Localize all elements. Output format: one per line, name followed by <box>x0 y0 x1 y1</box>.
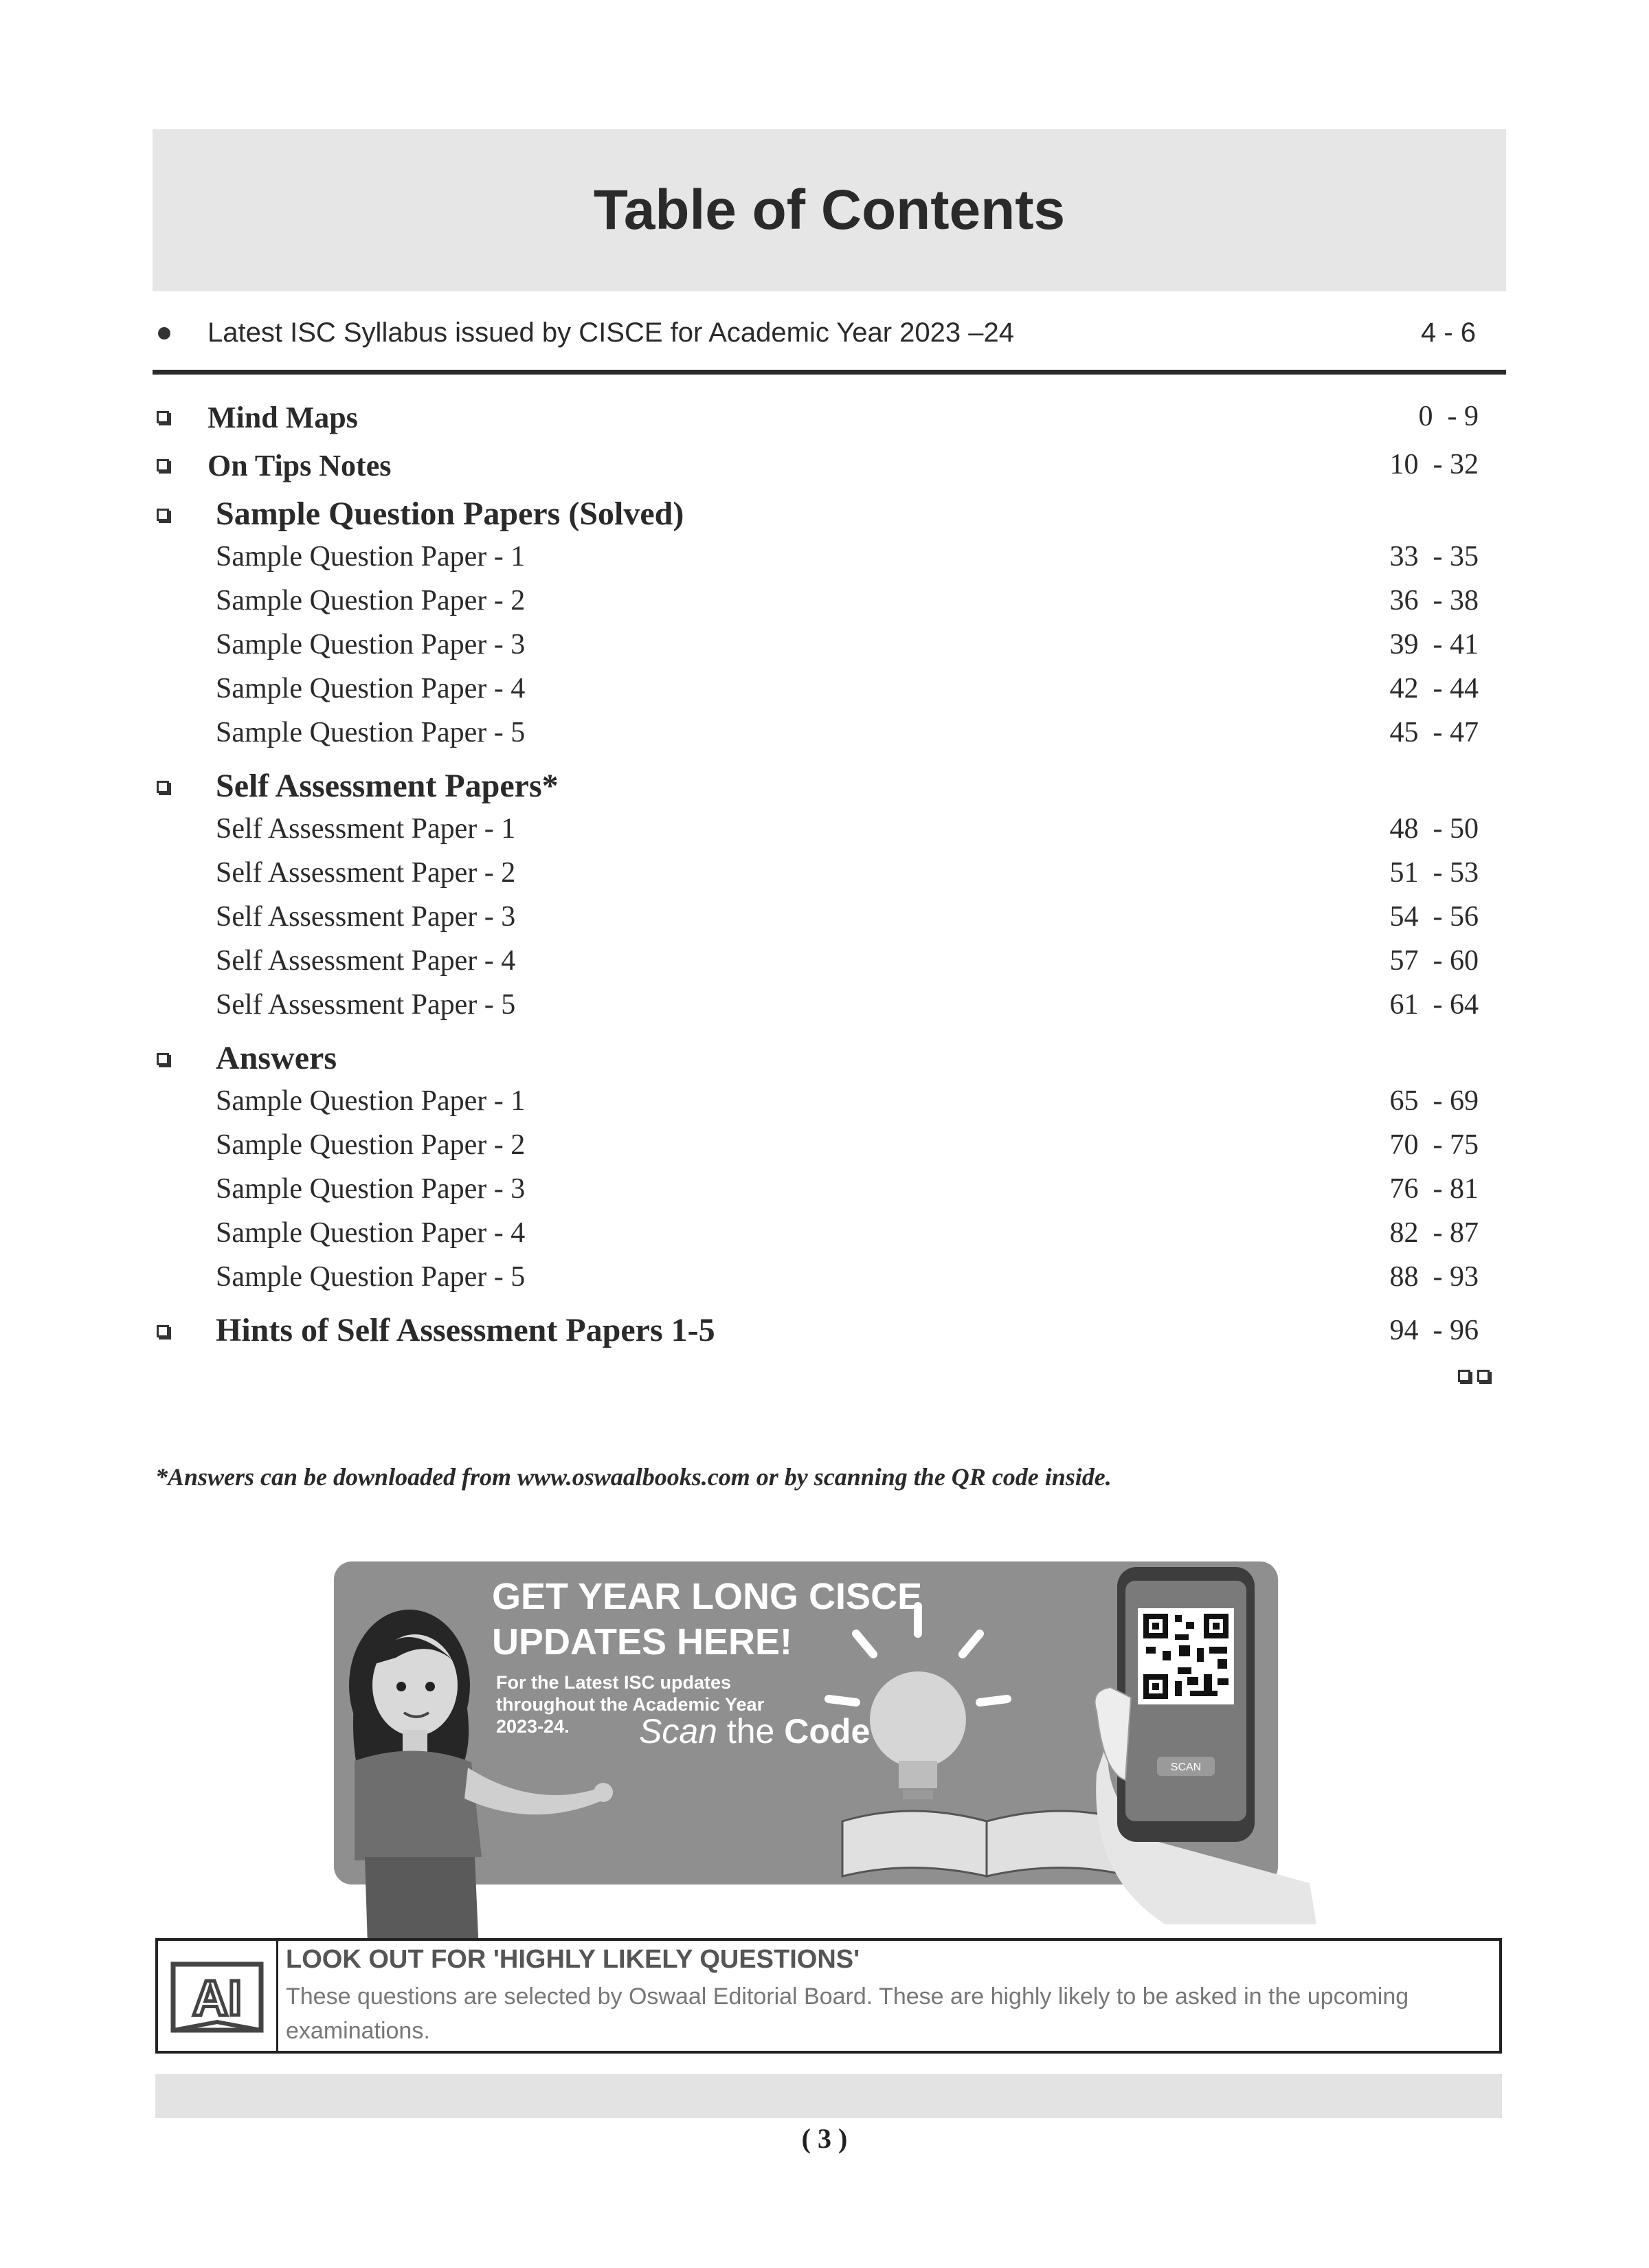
toc-entry[interactable] <box>153 942 1506 983</box>
toc-label: Self Assessment Paper - 5 <box>216 989 516 1021</box>
toc-label: Sample Question Paper - 4 <box>216 1217 526 1249</box>
toc-pages: 54 - 56 <box>1389 901 1479 933</box>
banner-headline-line: UPDATES HERE! <box>492 1621 793 1663</box>
toc-label: Answers <box>216 1040 337 1076</box>
toc-entry[interactable] <box>153 581 1506 623</box>
phone-scan-button-label: SCAN <box>1170 1761 1202 1773</box>
checkbox-square-icon <box>157 1325 169 1337</box>
toc-entry[interactable] <box>153 1170 1506 1211</box>
toc-entry[interactable] <box>153 1126 1506 1167</box>
toc-entry[interactable] <box>153 1214 1506 1255</box>
the-word: the <box>717 1712 785 1750</box>
toc-section-answers[interactable] <box>153 1036 1506 1080</box>
toc-label: Mind Maps <box>207 401 358 434</box>
toc-pages: 39 - 41 <box>1389 629 1479 660</box>
toc-pages: 57 - 60 <box>1389 945 1479 977</box>
ai-book-icon <box>158 1941 276 2051</box>
title-banner <box>153 129 1506 291</box>
checkbox-square-icon <box>157 509 169 521</box>
syllabus-label: Latest ISC Syllabus issued by CISCE for Academic Year 2023 –24 <box>207 318 1015 348</box>
page-number: ( 3 ) <box>801 2123 848 2154</box>
checkbox-square-icon <box>157 459 169 471</box>
toc-label: Sample Question Paper - 5 <box>216 1261 526 1293</box>
toc-label: Sample Question Paper - 5 <box>216 717 526 748</box>
checkbox-square-icon <box>157 411 169 423</box>
syllabus-pages: 4 - 6 <box>1420 318 1476 348</box>
toc-label: On Tips Notes <box>207 449 392 482</box>
banner-subtext-line: throughout the Academic Year <box>496 1694 765 1715</box>
phone-qr-illustration <box>1083 1553 1316 1924</box>
toc-entry[interactable] <box>153 1082 1506 1123</box>
toc-label: Sample Question Papers (Solved) <box>216 496 684 532</box>
page-title: Table of Contents <box>593 179 1066 241</box>
syllabus-entry[interactable] <box>153 311 1506 356</box>
toc-label: Sample Question Paper - 3 <box>216 629 526 660</box>
toc-entry[interactable] <box>153 625 1506 667</box>
footer-bar <box>155 2074 1502 2118</box>
toc-label: Sample Question Paper - 1 <box>216 1085 526 1117</box>
toc-label: Sample Question Paper - 2 <box>216 1129 526 1161</box>
toc-label: Sample Question Paper - 1 <box>216 541 526 572</box>
code-word: Code <box>784 1712 871 1750</box>
footnote: *Answers can be downloaded from www.oswaalbooks.com or by scanning the QR code inside. <box>155 1463 1112 1491</box>
toc-label: Hints of Self Assessment Papers 1-5 <box>216 1312 715 1348</box>
divider <box>153 370 1506 375</box>
toc-pages: 70 - 75 <box>1389 1129 1479 1161</box>
highly-likely-questions-box <box>155 1938 1502 2054</box>
toc-entry[interactable] <box>153 986 1506 1027</box>
toc-label: Sample Question Paper - 3 <box>216 1173 526 1205</box>
toc-entry[interactable] <box>153 669 1506 711</box>
toc-pages: 61 - 64 <box>1389 989 1479 1021</box>
toc-entry[interactable] <box>153 854 1506 895</box>
toc-entry[interactable] <box>153 810 1506 851</box>
end-square-icon <box>1458 1370 1474 1386</box>
end-square-icon <box>1477 1370 1494 1386</box>
toc-pages: 33 - 35 <box>1389 541 1479 572</box>
ai-icon-text: AI <box>192 1971 242 2026</box>
toc-section-self-assessment[interactable] <box>153 764 1506 808</box>
toc-entry[interactable] <box>153 537 1506 579</box>
scan-word: Scan <box>639 1712 717 1750</box>
toc-pages: 51 - 53 <box>1389 857 1479 889</box>
toc-pages: 82 - 87 <box>1389 1217 1479 1249</box>
toc-entry-hints[interactable] <box>153 1309 1506 1353</box>
toc-pages: 48 - 50 <box>1389 813 1479 845</box>
toc-label: Sample Question Paper - 2 <box>216 585 526 616</box>
ai-icon-cell <box>158 1941 278 2051</box>
toc-pages: 76 - 81 <box>1389 1173 1479 1205</box>
toc-entry[interactable] <box>153 713 1506 755</box>
toc-label: Self Assessment Paper - 2 <box>216 857 516 889</box>
toc-pages: 94 - 96 <box>1389 1315 1479 1346</box>
banner-headline-line: GET YEAR LONG CISCE <box>492 1576 923 1617</box>
toc-entry-on-tips-notes[interactable] <box>153 445 1506 487</box>
toc-pages: 45 - 47 <box>1389 717 1479 748</box>
ai-box-title: LOOK OUT FOR 'HIGHLY LIKELY QUESTIONS' <box>286 1945 860 1974</box>
banner-subtext-line: 2023-24. <box>496 1716 570 1737</box>
toc-label: Self Assessment Paper - 4 <box>216 945 516 977</box>
toc-label: Self Assessment Papers* <box>216 768 559 804</box>
toc-pages: 65 - 69 <box>1389 1085 1479 1117</box>
bullet-icon <box>158 327 170 340</box>
toc-label: Sample Question Paper - 4 <box>216 673 526 704</box>
toc-pages: 10 - 32 <box>1389 449 1479 480</box>
toc-pages: 0 - 9 <box>1418 401 1479 432</box>
ai-box-description: These questions are selected by Oswaal Editorial Board. These are highly likely to be asked in the upcoming examinations. <box>286 1983 1409 2044</box>
qr-promo-banner[interactable] <box>334 1561 1278 1885</box>
checkbox-square-icon <box>157 781 169 793</box>
checkbox-square-icon <box>157 1053 169 1065</box>
toc-entry-mind-maps[interactable] <box>153 397 1506 438</box>
toc-pages: 36 - 38 <box>1389 585 1479 616</box>
toc-label: Self Assessment Paper - 3 <box>216 901 516 933</box>
toc-entry[interactable] <box>153 898 1506 939</box>
toc-pages: 42 - 44 <box>1389 673 1479 704</box>
toc-entry[interactable] <box>153 1258 1506 1299</box>
toc-label: Self Assessment Paper - 1 <box>216 813 516 845</box>
banner-subtext-line: For the Latest ISC updates <box>496 1672 732 1693</box>
toc-pages: 88 - 93 <box>1389 1261 1479 1293</box>
toc-section-sample-papers[interactable] <box>153 492 1506 536</box>
